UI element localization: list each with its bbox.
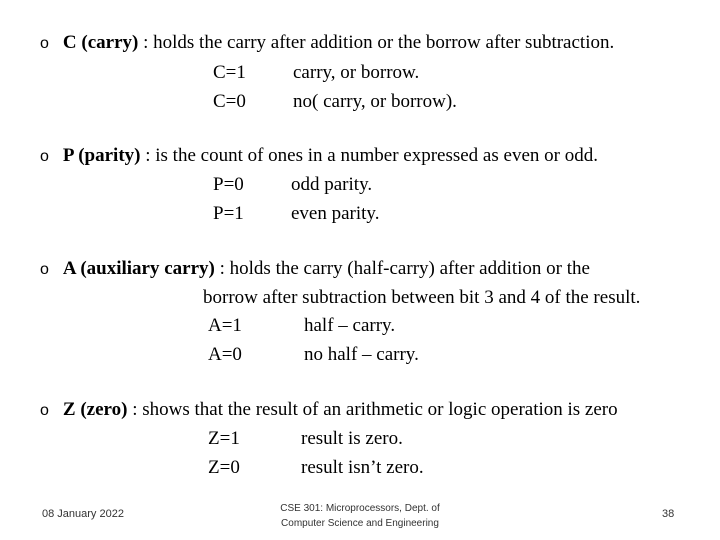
flag-carry-meaning-2: no( carry, or borrow).: [293, 91, 457, 112]
flag-parity-meaning-1: odd parity.: [291, 174, 373, 195]
footer-course-line-1: CSE 301: Microprocessors, Dept. of: [280, 503, 440, 514]
flag-aux-carry-meaning-2: no half – carry.: [304, 344, 419, 365]
flag-parity-line: [40, 145, 598, 167]
flag-zero-meaning-2: result isn’t zero.: [301, 457, 424, 478]
flag-zero-val-1: Z=1: [208, 428, 240, 449]
flag-parity-name: P (parity): [62, 145, 141, 166]
flag-parity-desc: : is the count of ones in a number expressed as even or odd.: [140, 145, 598, 166]
flag-aux-carry-name: A (auxiliary carry): [62, 258, 215, 279]
flag-aux-carry-val-2: A=0: [208, 344, 242, 365]
flag-aux-carry-meaning-1: half – carry.: [304, 315, 396, 336]
flag-aux-carry-desc-cont: borrow after subtraction between bit 3 and 4 of the result.: [203, 287, 641, 308]
flag-carry-val-2: C=0: [213, 91, 246, 112]
flag-aux-carry-desc: : holds the carry (half-carry) after addition or the: [214, 258, 590, 279]
footer-course-line-2: Computer Science and Engineering: [281, 518, 439, 529]
flag-parity-val-2: P=1: [213, 203, 244, 224]
footer-date: 08 January 2022: [42, 508, 124, 520]
flag-carry-line: [40, 32, 614, 54]
bullet-icon: o: [40, 402, 49, 419]
flag-carry-val-1: C=1: [213, 62, 246, 83]
flag-zero-line: [40, 399, 618, 421]
flag-zero-desc: : shows that the result of an arithmetic or logic operation is zero: [127, 399, 618, 420]
flag-carry-name: C (carry): [62, 32, 139, 53]
flag-carry-desc: : holds the carry after addition or the borrow after subtraction.: [138, 32, 615, 53]
bullet-icon: o: [40, 35, 49, 52]
bullet-icon: o: [40, 261, 49, 278]
footer-course: [260, 501, 460, 531]
flag-carry-meaning-1: carry, or borrow.: [293, 62, 420, 83]
flag-zero-val-2: Z=0: [208, 457, 240, 478]
flag-aux-carry-val-1: A=1: [208, 315, 242, 336]
bullet-icon: o: [40, 148, 49, 165]
flag-parity-meaning-2: even parity.: [291, 203, 380, 224]
flag-zero-name: Z (zero): [62, 399, 128, 420]
flag-parity-val-1: P=0: [213, 174, 244, 195]
flag-zero-meaning-1: result is zero.: [301, 428, 403, 449]
page-number: 38: [662, 508, 675, 520]
flag-aux-carry-line: [40, 258, 590, 280]
